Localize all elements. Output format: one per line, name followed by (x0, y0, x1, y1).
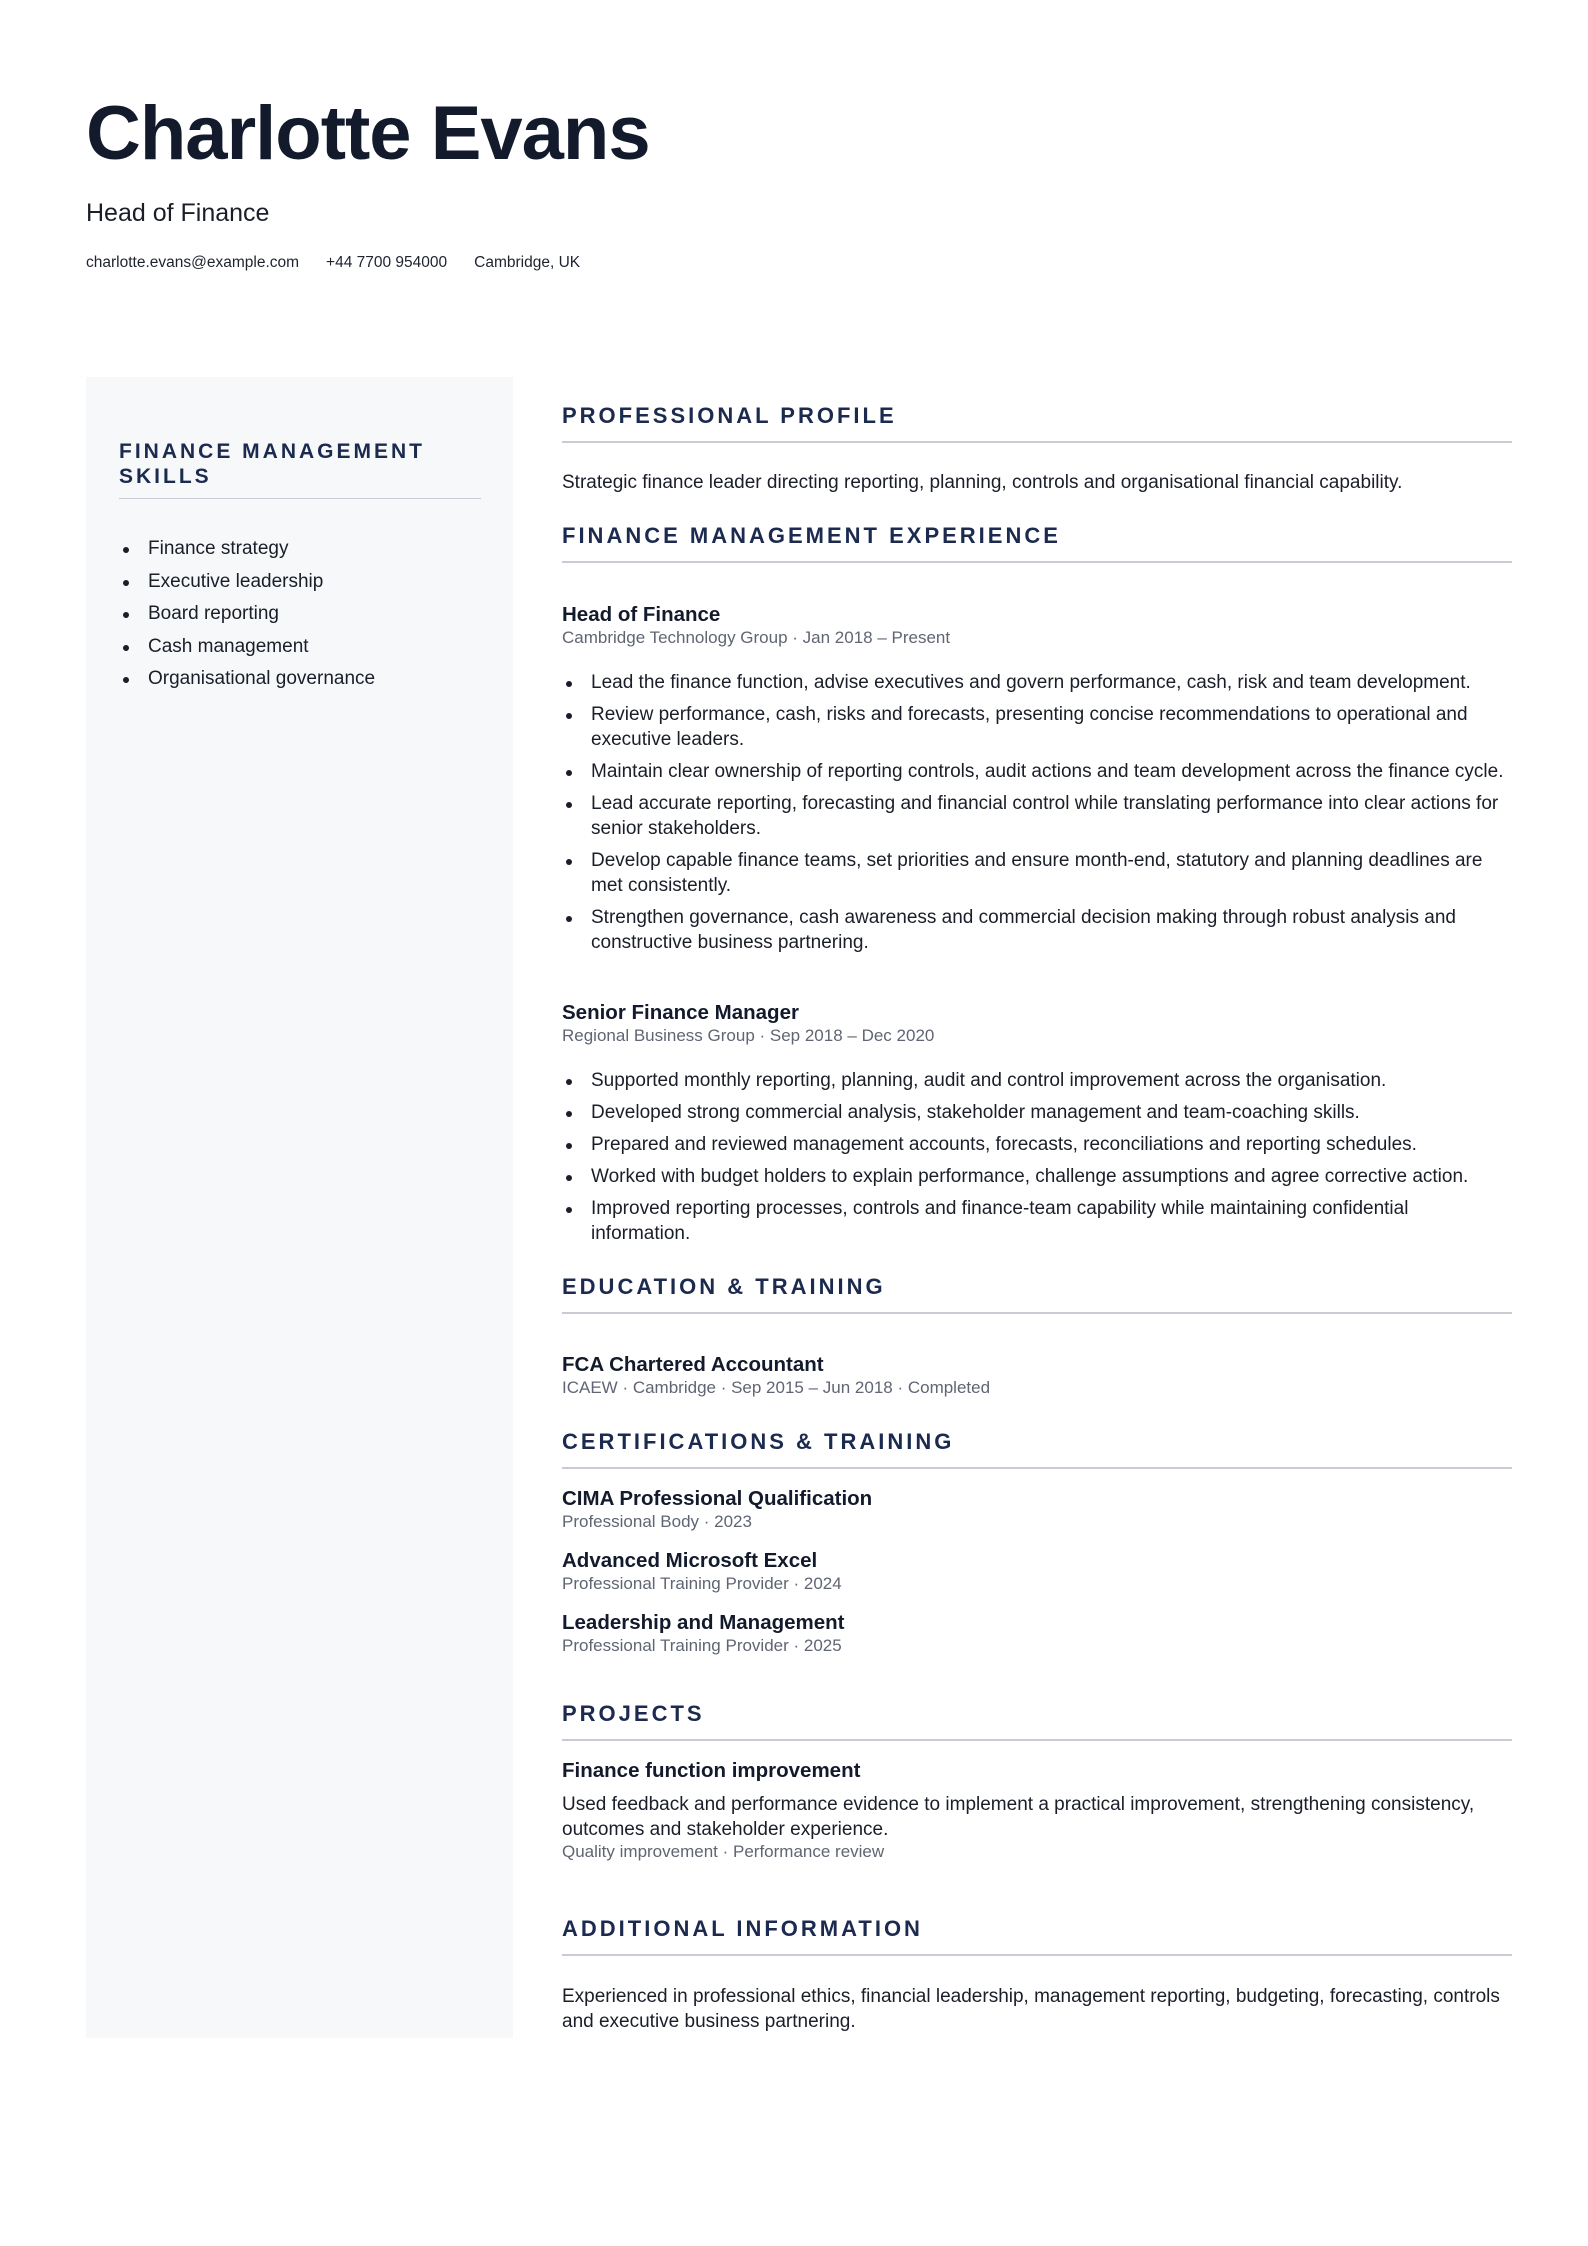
additional-divider (562, 1954, 1512, 1956)
job-title: Head of Finance (562, 603, 721, 626)
certification-title: Leadership and Management (562, 1611, 845, 1634)
profile-heading: PROFESSIONAL PROFILE (562, 403, 897, 428)
skills-divider (119, 498, 481, 499)
projects-heading: PROJECTS (562, 1701, 705, 1726)
experience-heading: FINANCE MANAGEMENT EXPERIENCE (562, 523, 1061, 548)
job-bullet: Improved reporting processes, controls and finance-team capability while maintaining confidential information. (562, 1196, 1512, 1246)
profile-divider (562, 441, 1512, 443)
certification-meta: Professional Training Provider · 2024 (562, 1574, 842, 1593)
project-description: Used feedback and performance evidence to implement a practical improvement, strengthening consistency, outcomes and stakeholder experience. (562, 1794, 1475, 1840)
projects-divider (562, 1739, 1512, 1741)
education-heading: EDUCATION & TRAINING (562, 1274, 886, 1299)
candidate-name: Charlotte Evans (86, 91, 650, 176)
skills-list (119, 533, 481, 696)
job-bullet: Supported monthly reporting, planning, audit and control improvement across the organisation. (562, 1068, 1512, 1093)
project-tags: Quality improvement · Performance review (562, 1842, 885, 1861)
skill-item: Cash management (119, 631, 481, 664)
job-bullet: Review performance, cash, risks and forecasts, presenting concise recommendations to operational and executive leaders. (562, 702, 1512, 752)
education-title: FCA Chartered Accountant (562, 1353, 824, 1376)
job-meta: Cambridge Technology Group · Jan 2018 – Present (562, 628, 951, 647)
contact-row (86, 254, 580, 273)
job-bullets (562, 670, 1512, 962)
job-bullets (562, 1068, 1512, 1253)
job-bullet: Prepared and reviewed management accounts, forecasts, reconciliations and reporting schedules. (562, 1132, 1512, 1157)
job-bullet: Lead the finance function, advise executives and govern performance, cash, risk and team development. (562, 670, 1512, 695)
contact-phone[interactable]: +44 7700 954000 (326, 254, 448, 271)
education-divider (562, 1312, 1512, 1314)
job-bullet: Strengthen governance, cash awareness and commercial decision making through robust analysis and constructive business partnering. (562, 905, 1512, 955)
job-bullet: Lead accurate reporting, forecasting and financial control while translating performance into clear actions for senior stakeholders. (562, 791, 1512, 841)
job-bullet: Worked with budget holders to explain performance, challenge assumptions and agree corrective action. (562, 1164, 1512, 1189)
skill-item: Organisational governance (119, 663, 481, 696)
skills-sidebar (86, 377, 513, 2038)
project-title: Finance function improvement (562, 1759, 861, 1782)
certifications-heading: CERTIFICATIONS & TRAINING (562, 1429, 955, 1454)
candidate-role: Head of Finance (86, 199, 270, 227)
experience-divider (562, 561, 1512, 563)
job-bullet: Develop capable finance teams, set priorities and ensure month-end, statutory and planning deadlines are met consistently. (562, 848, 1512, 898)
contact-location: Cambridge, UK (474, 254, 581, 271)
certification-title: Advanced Microsoft Excel (562, 1549, 818, 1572)
skill-item: Finance strategy (119, 533, 481, 566)
certifications-divider (562, 1467, 1512, 1469)
education-meta: ICAEW · Cambridge · Sep 2015 – Jun 2018 · Completed (562, 1378, 991, 1397)
job-bullet: Developed strong commercial analysis, stakeholder management and team-coaching skills. (562, 1100, 1512, 1125)
skill-item: Board reporting (119, 598, 481, 631)
profile-text: Strategic finance leader directing reporting, planning, controls and organisational financial capability. (562, 472, 1403, 493)
job-meta: Regional Business Group · Sep 2018 – Dec 2020 (562, 1026, 935, 1045)
additional-heading: ADDITIONAL INFORMATION (562, 1916, 923, 1941)
certification-meta: Professional Body · 2023 (562, 1512, 752, 1531)
skill-item: Executive leadership (119, 566, 481, 599)
skills-heading: FINANCE MANAGEMENT SKILLS (119, 440, 425, 488)
additional-text: Experienced in professional ethics, financial leadership, management reporting, budgeting, forecasting, controls and executive business partnering. (562, 1986, 1500, 2032)
certification-title: CIMA Professional Qualification (562, 1487, 873, 1510)
job-bullet: Maintain clear ownership of reporting controls, audit actions and team development across the finance cycle. (562, 759, 1512, 784)
contact-email[interactable]: charlotte.evans@example.com (86, 254, 300, 271)
job-title: Senior Finance Manager (562, 1001, 799, 1024)
certification-meta: Professional Training Provider · 2025 (562, 1636, 842, 1655)
